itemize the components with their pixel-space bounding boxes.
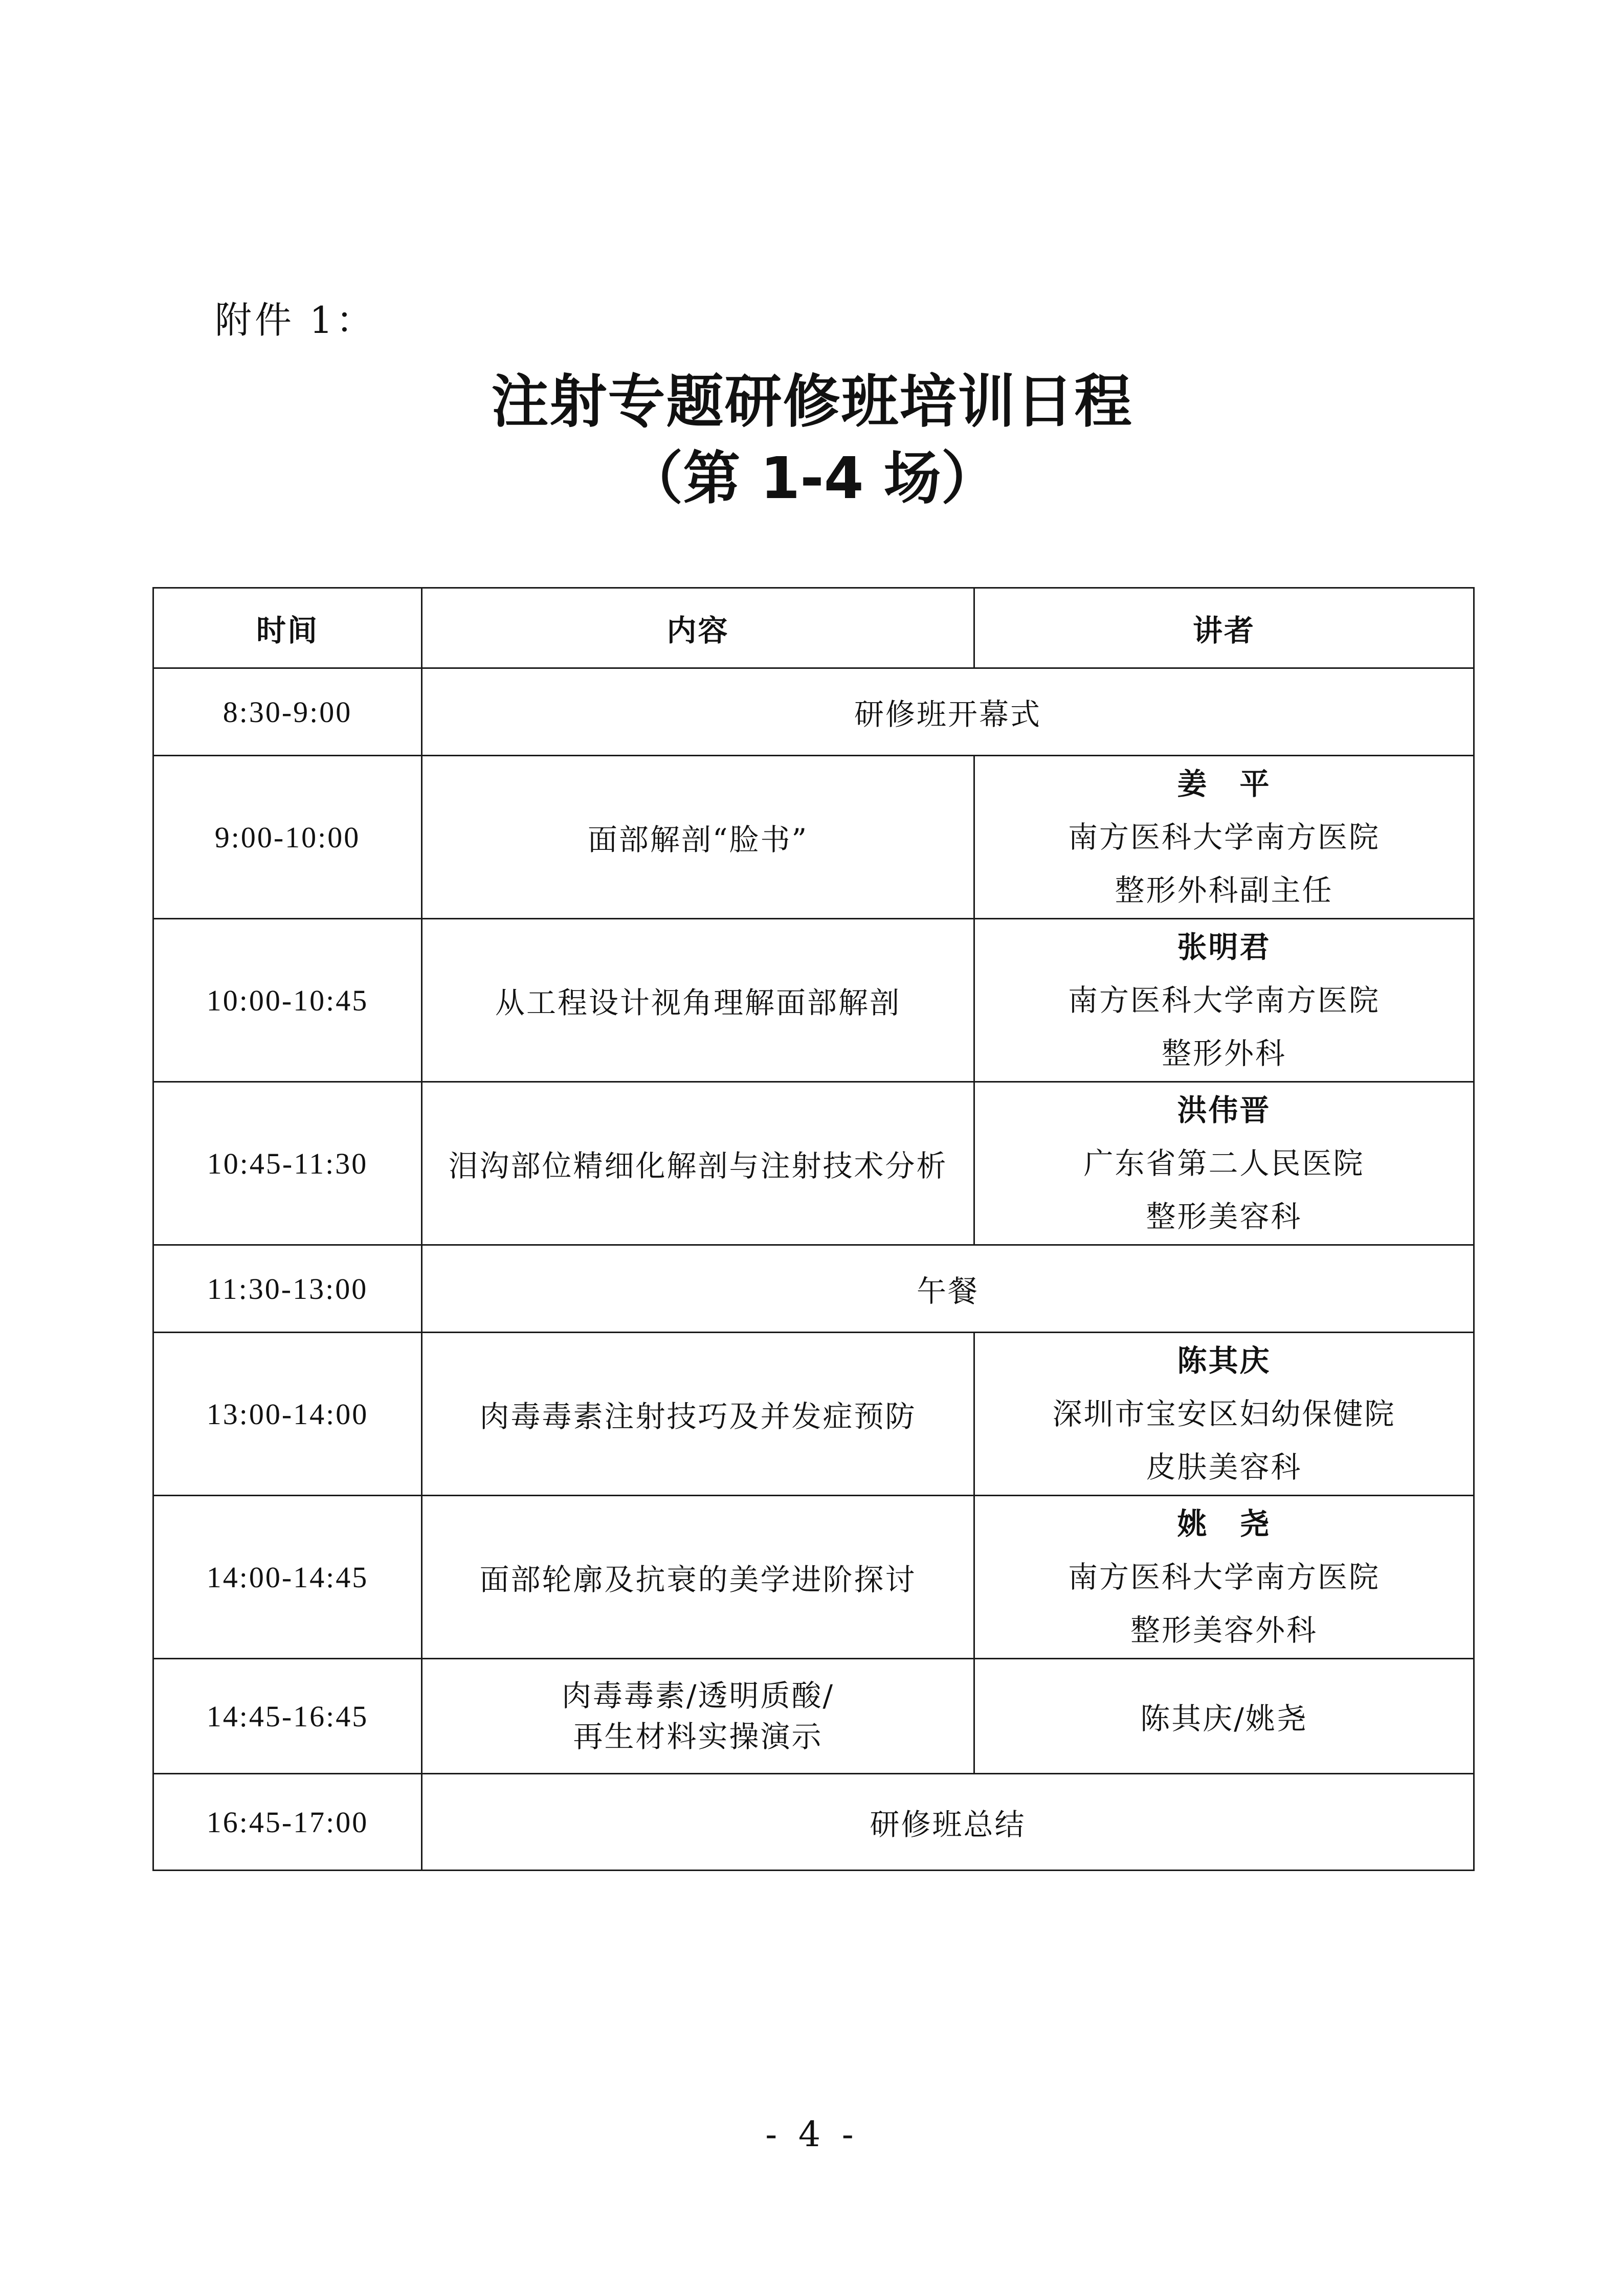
row-time: 14:00-14:45 — [153, 1496, 422, 1659]
content-line: 肉毒毒素/透明质酸/ — [561, 1678, 835, 1713]
table-row — [153, 1774, 1474, 1871]
page-number: - 4 - — [765, 2114, 859, 2155]
row-time: 9:00-10:00 — [153, 756, 422, 919]
page-title: 注射专题研修班培训日程 — [491, 369, 1133, 435]
row-speaker — [974, 1082, 1474, 1245]
speaker-name: 姜 平 — [1177, 767, 1271, 801]
row-content: 肉毒毒素注射技巧及并发症预防 — [422, 1333, 974, 1496]
schedule-table — [152, 587, 1475, 1871]
speaker-org: 南方医科大学南方医院 — [1067, 983, 1380, 1018]
header-content: 内容 — [422, 588, 974, 668]
row-content: 面部解剖“脸书” — [422, 756, 974, 919]
content-line: 再生材料实操演示 — [573, 1719, 823, 1754]
row-speaker: 陈其庆/姚尧 — [974, 1659, 1474, 1774]
table-row — [153, 1496, 1474, 1659]
attachment-label: 附件 1： — [215, 299, 376, 342]
speaker-dept: 皮肤美容科 — [1146, 1450, 1302, 1484]
row-time: 14:45-16:45 — [153, 1659, 422, 1774]
row-content — [422, 1659, 974, 1774]
row-content: 泪沟部位精细化解剖与注射技术分析 — [422, 1082, 974, 1245]
header-time: 时间 — [153, 588, 422, 668]
speaker-dept: 整形美容科 — [1146, 1199, 1302, 1234]
row-time: 8:30-9:00 — [153, 668, 422, 756]
table-row — [153, 1245, 1474, 1333]
row-content: 从工程设计视角理解面部解剖 — [422, 919, 974, 1082]
speaker-name: 姚 尧 — [1177, 1506, 1271, 1541]
table-row — [153, 919, 1474, 1082]
row-speaker — [974, 919, 1474, 1082]
row-content: 午餐 — [422, 1245, 1474, 1333]
speaker-name: 张明君 — [1177, 930, 1271, 964]
row-time: 10:45-11:30 — [153, 1082, 422, 1245]
header-speaker: 讲者 — [974, 588, 1474, 668]
row-time: 11:30-13:00 — [153, 1245, 422, 1333]
row-content: 研修班开幕式 — [422, 668, 1474, 756]
speaker-org: 南方医科大学南方医院 — [1067, 1560, 1380, 1594]
table-row — [153, 1659, 1474, 1774]
row-time: 13:00-14:00 — [153, 1333, 422, 1496]
row-speaker — [974, 1333, 1474, 1496]
speaker-dept: 整形外科 — [1161, 1036, 1286, 1071]
speaker-name: 洪伟晋 — [1177, 1093, 1271, 1128]
speaker-dept: 整形美容外科 — [1130, 1613, 1318, 1648]
table-row — [153, 756, 1474, 919]
table-header-row — [153, 588, 1474, 668]
speaker-name: 陈其庆 — [1177, 1343, 1271, 1378]
speaker-org: 南方医科大学南方医院 — [1067, 820, 1380, 854]
table-row — [153, 1082, 1474, 1245]
speaker-dept: 整形外科副主任 — [1115, 873, 1333, 908]
row-speaker — [974, 756, 1474, 919]
table-row — [153, 668, 1474, 756]
row-time: 10:00-10:45 — [153, 919, 422, 1082]
row-speaker — [974, 1496, 1474, 1659]
row-content: 面部轮廓及抗衰的美学进阶探讨 — [422, 1496, 974, 1659]
table-row — [153, 1333, 1474, 1496]
row-content: 研修班总结 — [422, 1774, 1474, 1871]
speaker-org: 深圳市宝安区妇幼保健院 — [1052, 1397, 1396, 1431]
row-time: 16:45-17:00 — [153, 1774, 422, 1871]
speaker-org: 广东省第二人民医院 — [1083, 1146, 1365, 1181]
page-subtitle: （第 1-4 场） — [626, 445, 998, 512]
